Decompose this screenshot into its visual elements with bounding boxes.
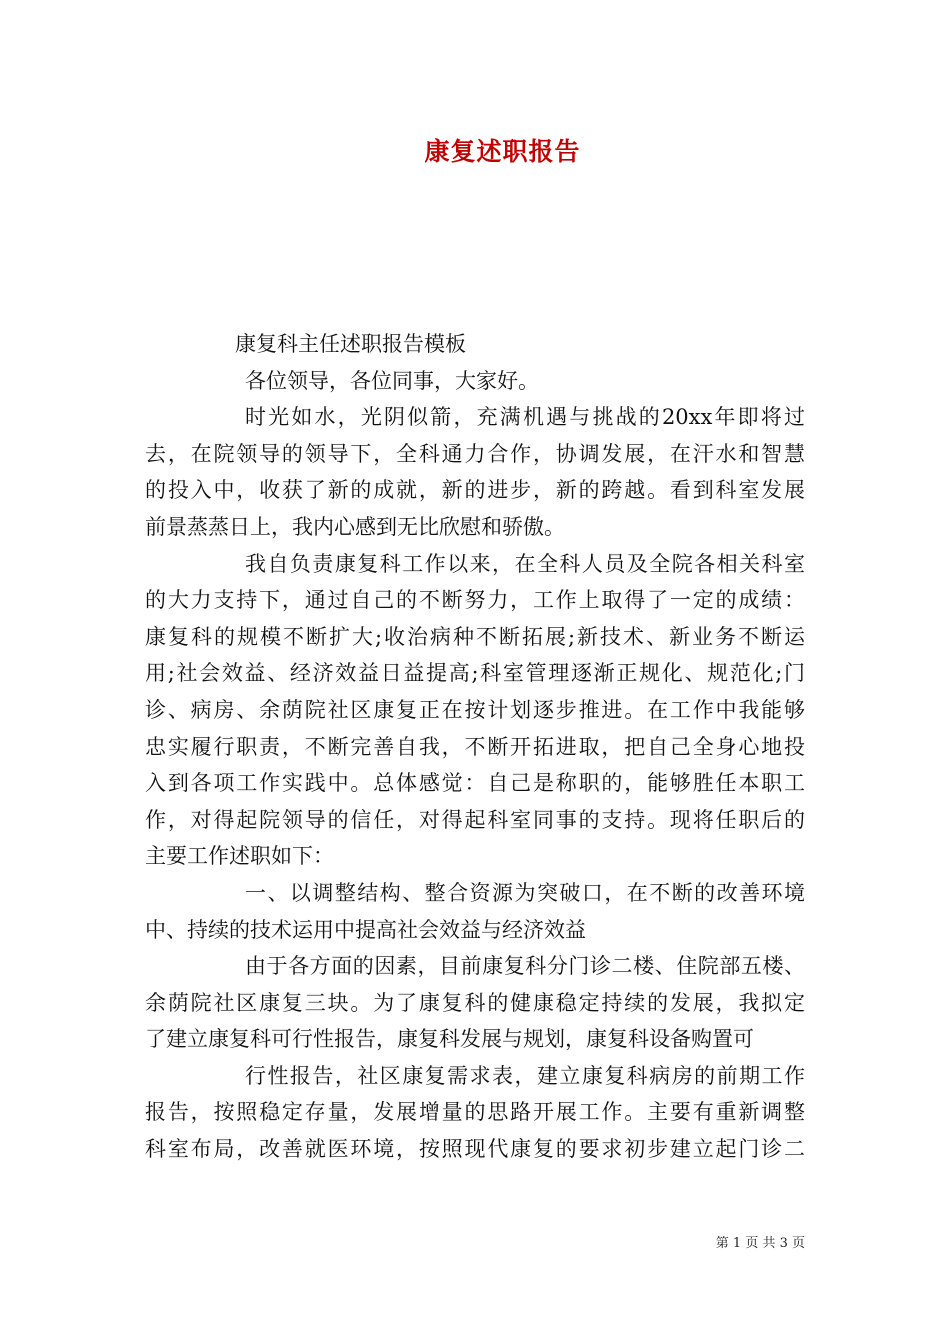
- body-text-line: 的大力支持下，通过自己的不断努力，工作上取得了一定的成绩：: [145, 588, 805, 613]
- body-text-line: 行性报告，社区康复需求表，建立康复科病房的前期工作: [245, 1063, 805, 1088]
- body-text-line: 一、以调整结构、整合资源为突破口，在不断的改善环境: [245, 880, 805, 905]
- body-text-line: 各位领导，各位同事，大家好。: [245, 368, 539, 393]
- body-text-line: 康复科主任述职报告模板: [235, 332, 466, 356]
- body-text-line: 去，在院领导的领导下，全科通力合作，协调发展，在汗水和智慧: [145, 441, 805, 466]
- body-text-line: 时光如水，光阴似箭，充满机遇与挑战的20xx年即将过: [245, 405, 805, 430]
- body-text-line: 由于各方面的因素，目前康复科分门诊二楼、住院部五楼、: [245, 954, 805, 979]
- body-text-line: 康复科的规模不断扩大;收治病种不断拓展;新技术、新业务不断运: [145, 624, 805, 649]
- body-text-line: 用;社会效益、经济效益日益提高;科室管理逐渐正规化、规范化;门: [145, 661, 805, 686]
- body-text-line: 前景蒸蒸日上，我内心感到无比欣慰和骄傲。: [145, 514, 565, 539]
- body-text-line: 了建立康复科可行性报告，康复科发展与规划，康复科设备购置可: [145, 1027, 754, 1052]
- document-body: [145, 326, 805, 1168]
- body-text-line: 我自负责康复科工作以来，在全科人员及全院各相关科室: [245, 551, 805, 576]
- body-text-line: 报告，按照稳定存量，发展增量的思路开展工作。主要有重新调整: [145, 1100, 805, 1125]
- body-text-line: 中、持续的技术运用中提高社会效益与经济效益: [145, 917, 586, 942]
- page-number: 第 1 页 共 3 页: [715, 1236, 805, 1251]
- body-text-line: 余荫院社区康复三块。为了康复科的健康稳定持续的发展，我拟定: [145, 990, 805, 1015]
- body-text-line: 的投入中，收获了新的成就，新的进步，新的跨越。看到科室发展: [145, 478, 805, 503]
- body-text-line: 诊、病房、余荫院社区康复正在按计划逐步推进。在工作中我能够: [145, 697, 805, 722]
- body-text-line: 主要工作述职如下：: [145, 844, 334, 869]
- document-title: 康复述职报告: [424, 137, 581, 166]
- body-text-line: 作，对得起院领导的信任，对得起科室同事的支持。现将任职后的: [145, 807, 805, 832]
- body-text-line: 入到各项工作实践中。总体感觉：自己是称职的，能够胜任本职工: [145, 771, 805, 796]
- body-text-line: 忠实履行职责，不断完善自我，不断开拓进取，把自己全身心地投: [145, 734, 805, 759]
- body-text-line: 科室布局，改善就医环境，按照现代康复的要求初步建立起门诊二: [145, 1137, 805, 1162]
